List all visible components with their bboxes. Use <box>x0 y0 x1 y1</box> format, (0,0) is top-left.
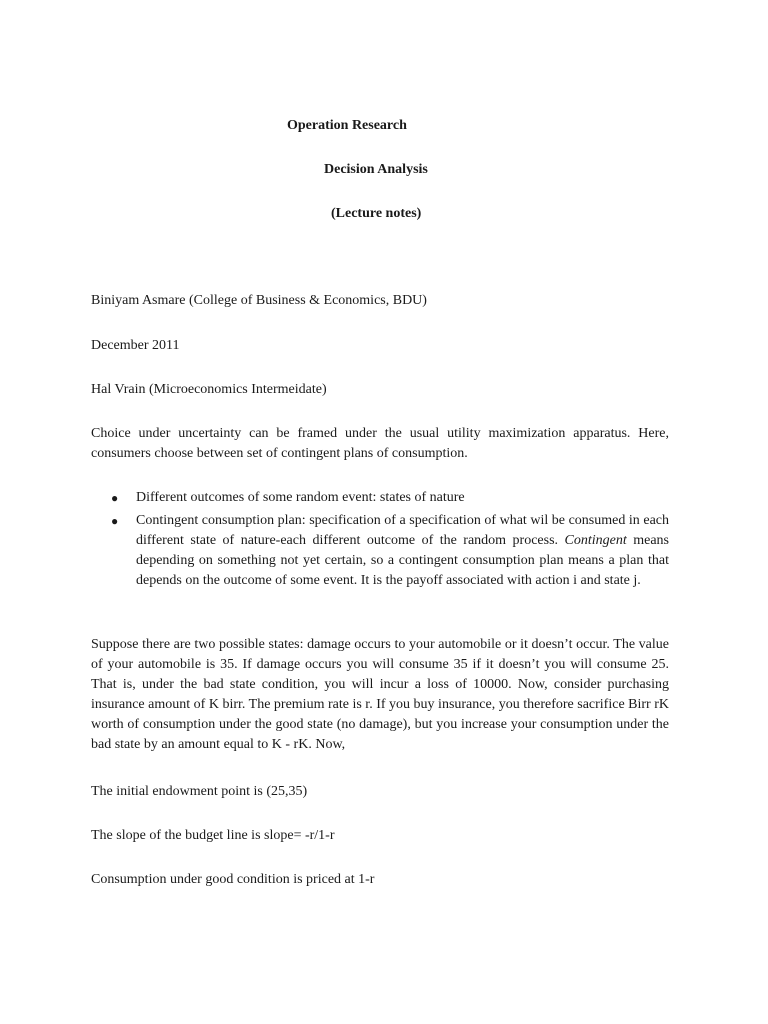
suppose-paragraph: Suppose there are two possible states: damage occurs to your automobile or it doesn’t occur. The value of your automobile is 35. If damage occurs you will consume 35 if it doesn’t you will consume 25. That is, under the bad state condition, you will incur a loss of 10000. Now, consider purchasing insurance amount of K birr. The premium rate is r. If you buy insurance, you therefore sacrifice Birr rK worth of consumption under the good state (no damage), but you increase your consumption under the bad state by an amount equal to K - rK. Now, <box>91 637 669 752</box>
endowment-line: The initial endowment point is (25,35) <box>91 784 308 799</box>
intro-paragraph: Choice under uncertainty can be framed under the usual utility maximization apparatus. Here, consumers choose between set of contingent plans of consumption. <box>91 426 669 461</box>
notes-label: (Lecture notes) <box>331 206 422 221</box>
italic-term: Contingent <box>564 533 627 548</box>
bullet-text: Different outcomes of some random event: states of nature <box>136 490 465 505</box>
date-line: December 2011 <box>91 338 180 353</box>
slope-line: The slope of the budget line is slope= -r/1-r <box>91 828 335 843</box>
bullet-text-part: Contingent consumption plan: specification of a specification of what wil be consumed in each different state of nature-each different outcome of the random process. <box>136 513 669 548</box>
bullet-text <box>136 511 669 591</box>
list-item <box>91 511 669 591</box>
consumption-line: Consumption under good condition is priced at 1-r <box>91 872 375 887</box>
topic-title: Decision Analysis <box>324 162 428 177</box>
bullet-list <box>91 488 669 594</box>
reference-line: Hal Vrain (Microeconomics Intermeidate) <box>91 382 327 397</box>
author-line: Biniyam Asmare (College of Business & Economics, BDU) <box>91 293 427 308</box>
course-title: Operation Research <box>287 118 407 133</box>
bullet-text-part: means depending on something not yet certain, so a contingent consumption plan means a plan that depends on the outcome of some event. It is the payoff associated with action i and state j. <box>136 533 669 588</box>
list-item <box>91 488 669 508</box>
bullet-icon: ● <box>111 491 119 505</box>
bullet-icon: ● <box>111 514 119 528</box>
